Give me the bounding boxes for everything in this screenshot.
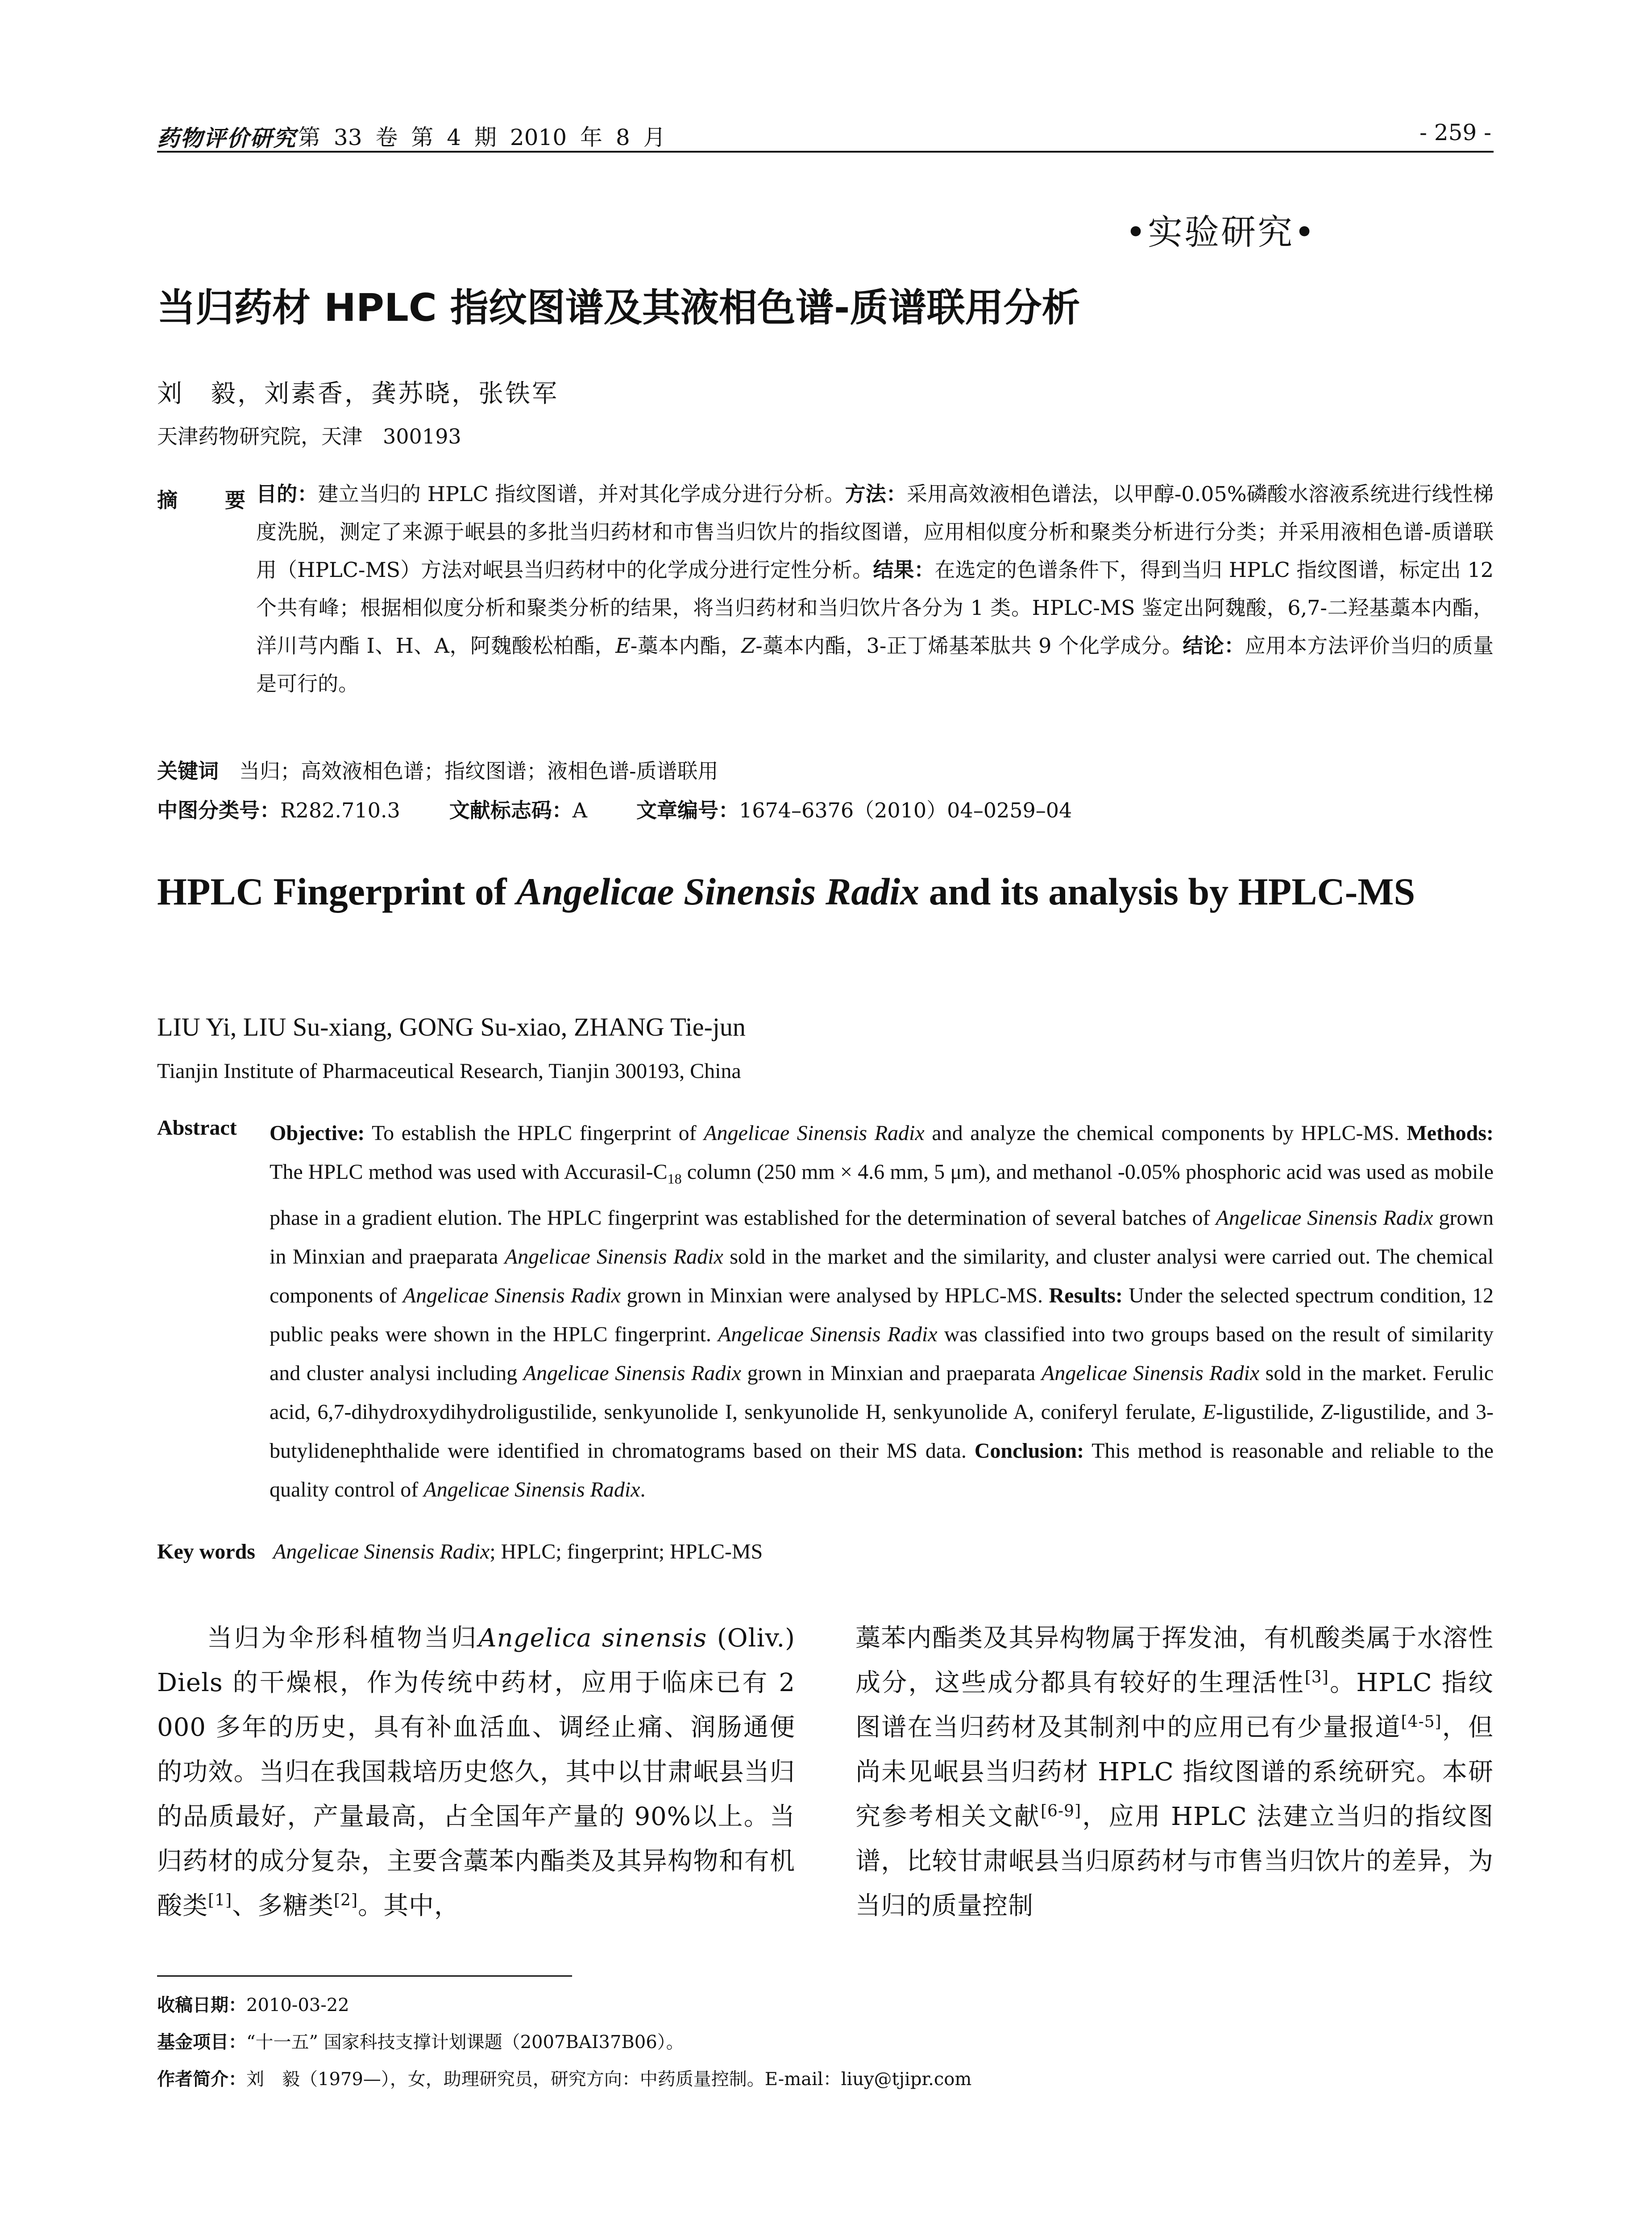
doc-code-label: 文献标志码： xyxy=(449,798,573,822)
title-en xyxy=(157,866,1494,917)
abstract-en-text xyxy=(270,1114,1494,1509)
abstract-en-label: Abstract xyxy=(157,1116,237,1140)
methods-cn: 采用高效液相色谱法，以甲醇-0.05%磷酸水溶液系统进行线性梯度洗脱，测定了来源于岷县的多批当归药材和市售当归饮片的指纹图谱，应用相似度分析和聚类分析进行分类；并采用液相色谱-质谱联用（HPLC-MS）方法对岷县当归药材中的化学成分进行定性分析。 xyxy=(256,482,1494,582)
citation-ref: [6-9] xyxy=(1040,1802,1081,1820)
fund-text: “十一五” 国家科技支撑计划课题（2007BAI37B06）。 xyxy=(246,2032,684,2053)
body-left-p3: 、多糖类 xyxy=(232,1891,334,1920)
abstract-cn-text xyxy=(256,475,1494,703)
journal-name: 药物评价研究 xyxy=(157,125,296,151)
citation-ref: [1] xyxy=(208,1891,232,1910)
abstract-cn-label: 摘 要 xyxy=(157,488,259,512)
keywords-en-label: Key words xyxy=(157,1540,255,1563)
abstract-en-s1: To establish the HPLC fingerprint of xyxy=(365,1121,704,1145)
issue-info: 第 33 卷 第 4 期 2010 年 8 月 xyxy=(298,124,666,150)
authors-cn: 刘 毅，刘素香，龚苏晓，张铁军 xyxy=(157,379,559,408)
results-cn-e: E xyxy=(615,634,631,658)
body-left-p2: (Oliv.) Diels 的干燥根，作为传统中药材，应用于临床已有 2 000 多年的历史，具有补血活血、调经止痛、润肠通便的功效。当归在我国栽培历史悠久，其中以甘肃岷县当归的品质最好，产量最高，占全国年产量的 90%以上。当归药材的成分复杂，主要含藁苯内酯类及其异构物和有机酸类 xyxy=(157,1624,795,1920)
section-tag: •实验研究• xyxy=(1125,212,1316,253)
footnote-author xyxy=(157,2065,971,2090)
body-left-p4: 。其中， xyxy=(358,1891,460,1920)
page-number: - 259 - xyxy=(1419,120,1491,145)
footnote-fund xyxy=(157,2028,684,2053)
title-en-part2: and its analysis by HPLC-MS xyxy=(919,870,1415,913)
keywords-cn-label: 关键词 xyxy=(157,759,219,783)
abstract-en-e: E xyxy=(1203,1400,1216,1424)
abstract-en-asr8: Angelicae Sinensis Radix xyxy=(423,1477,640,1501)
clc-label: 中图分类号： xyxy=(157,798,280,822)
results-cn: 在选定的色谱条件下，得到当归 HPLC 指纹图谱，标定出 12 个共有峰；根据相似度分析和聚类分析的结果，将当归药材和当归饮片各分为 1 类。HPLC-MS 鉴定出阿魏酸，6,7-二羟基藁本内酯，洋川芎内酯 I、H、A，阿魏酸松柏酯， xyxy=(256,558,1494,658)
body-right-p1: 藁苯内酯类及其异构物属于挥发油，有机酸类属于水溶性成分，这些成分都具有较好的生理活性 xyxy=(855,1624,1494,1697)
abstract-en-asr2: Angelicae Sinensis Radix xyxy=(1216,1206,1433,1230)
article-no-entry xyxy=(636,798,1072,822)
keywords-cn-text: 当归；高效液相色谱；指纹图谱；液相色谱-质谱联用 xyxy=(239,759,718,783)
abstract-en-s14: This method is reasonable and reliable to the quality control of xyxy=(270,1439,1494,1501)
citation-ref: [3] xyxy=(1304,1668,1329,1687)
abstract-en-asr7: Angelicae Sinensis Radix xyxy=(1041,1361,1260,1385)
abstract-en-s8: Under the selected spectrum condition, 12 public peaks were shown in the HPLC fingerprint. xyxy=(270,1283,1494,1346)
title-en-part1: HPLC Fingerprint of xyxy=(157,870,516,913)
methods-label-en: Methods: xyxy=(1407,1121,1494,1145)
results-label-cn: 结果： xyxy=(873,558,935,582)
doc-code-entry xyxy=(449,798,587,822)
article-no-label: 文章编号： xyxy=(636,798,739,822)
fund-label: 基金项目： xyxy=(157,2032,246,2053)
title-cn: 当归药材 HPLC 指纹图谱及其液相色谱-质谱联用分析 xyxy=(157,286,1080,330)
abstract-en-asr6: Angelicae Sinensis Radix xyxy=(523,1361,741,1385)
results-label-en: Results: xyxy=(1049,1283,1123,1307)
abstract-en-s12: -ligustilide, xyxy=(1216,1400,1321,1424)
abstract-en-asr1: Angelicae Sinensis Radix xyxy=(704,1121,925,1145)
objective-cn: 建立当归的 HPLC 指纹图谱，并对其化学成分进行分析。 xyxy=(318,482,845,506)
abstract-en-s2: and analyze the chemical components by HPLC-MS. xyxy=(924,1121,1407,1145)
affiliation-en: Tianjin Institute of Pharmaceutical Research, Tianjin 300193, China xyxy=(157,1059,741,1083)
citation-ref: [2] xyxy=(334,1891,358,1910)
abstract-en-s13: -ligustilide, and 3-butylidenephthalide were identified in chromatograms based on their MS data. xyxy=(270,1400,1494,1463)
author-bio-label: 作者简介： xyxy=(157,2069,246,2090)
results-cn-end: -藁本内酯，3-正丁烯基苯肽共 9 个化学成分。 xyxy=(755,634,1183,658)
keywords-en xyxy=(157,1539,763,1564)
body-right-p2: 。HPLC 指纹图谱在当归药材及其制剂中的应用已有少量报道 xyxy=(855,1668,1494,1742)
body-right-p4: ，应用 HPLC 法建立当归的指纹图谱，比较甘肃岷县当归原药材与市售当归饮片的差异，为当归的质量控制 xyxy=(855,1802,1494,1920)
abstract-en-s15: . xyxy=(640,1477,646,1501)
doc-code-value: A xyxy=(572,798,587,822)
authors-en: LIU Yi, LIU Su-xiang, GONG Su-xiao, ZHANG Tie-jun xyxy=(157,1012,746,1041)
clc-value: R282.710.3 xyxy=(280,798,400,822)
received-date: 2010-03-22 xyxy=(246,1995,349,2015)
results-cn-z: Z xyxy=(741,634,756,658)
body-column-left xyxy=(157,1616,795,1928)
keywords-en-italic: Angelicae Sinensis Radix xyxy=(273,1540,490,1563)
article-no-value: 1674–6376（2010）04–0259–04 xyxy=(739,798,1072,822)
footnote-received xyxy=(157,1991,349,2016)
abstract-en-asr5: Angelicae Sinensis Radix xyxy=(718,1322,938,1346)
classification-line xyxy=(157,794,1121,824)
abstract-en-s10: grown in Minxian and praeparata xyxy=(741,1361,1042,1385)
author-bio-text: 刘 毅（1979—），女，助理研究员，研究方向：中药质量控制。E-mail：liuy@tjipr.com xyxy=(246,2069,972,2090)
results-cn-mid: -藁本内酯， xyxy=(630,634,742,658)
clc-entry xyxy=(157,798,400,822)
abstract-en-s4: column (250 mm × 4.6 mm, 5 μm), and methanol -0.05% phosphoric acid was used as mobile phase in a gradient elution. The HPLC fingerprint was established for the determination of several batches of xyxy=(270,1160,1494,1230)
keywords-en-rest: ; HPLC; fingerprint; HPLC-MS xyxy=(490,1540,763,1563)
conclusion-cn: 应用本方法评价当归的质量是可行的。 xyxy=(256,634,1494,696)
objective-label-cn: 目的： xyxy=(256,482,318,506)
body-left-p1: 当归为伞形科植物当归 xyxy=(207,1624,479,1653)
abstract-en-s11: sold in the market. Ferulic acid, 6,7-dihydroxydihydroligustilide, senkyunolide I, senkyunolide H, senkyunolide A, coniferyl ferulate, xyxy=(270,1361,1494,1424)
abstract-en-asr4: Angelicae Sinensis Radix xyxy=(403,1283,621,1307)
conclusion-label-en: Conclusion: xyxy=(974,1439,1084,1463)
body-right-p3: ，但尚未见岷县当归药材 HPLC 指纹图谱的系统研究。本研究参考相关文献 xyxy=(855,1713,1494,1831)
methods-label-cn: 方法： xyxy=(845,482,907,506)
abstract-en-sub18: 18 xyxy=(667,1170,682,1187)
body-column-right xyxy=(855,1616,1494,1928)
abstract-en-s7: grown in Minxian were analysed by HPLC-MS. xyxy=(620,1283,1049,1307)
objective-label-en: Objective: xyxy=(270,1121,365,1145)
header-rule xyxy=(157,151,1494,153)
abstract-en-s6: sold in the market and the similarity, and cluster analysi were carried out. The chemical components of xyxy=(270,1244,1494,1307)
abstract-en-z: Z xyxy=(1321,1400,1333,1424)
footnote-rule xyxy=(157,1975,572,1977)
abstract-en-s5: grown in Minxian and praeparata xyxy=(270,1206,1494,1269)
abstract-en-s9: was classified into two groups based on the result of similarity and cluster analysi including xyxy=(270,1322,1494,1385)
affiliation-cn: 天津药物研究院，天津 300193 xyxy=(157,424,461,448)
received-label: 收稿日期： xyxy=(157,1995,246,2015)
citation-ref: [4-5] xyxy=(1401,1713,1442,1731)
keywords-cn xyxy=(157,755,718,784)
title-en-italic: Angelicae Sinensis Radix xyxy=(516,870,920,913)
species-name: Angelica sinensis xyxy=(478,1624,707,1653)
abstract-en-asr3: Angelicae Sinensis Radix xyxy=(504,1244,723,1269)
conclusion-label-cn: 结论： xyxy=(1183,634,1245,658)
abstract-en-s3: The HPLC method was used with Accurasil-C xyxy=(270,1160,668,1184)
